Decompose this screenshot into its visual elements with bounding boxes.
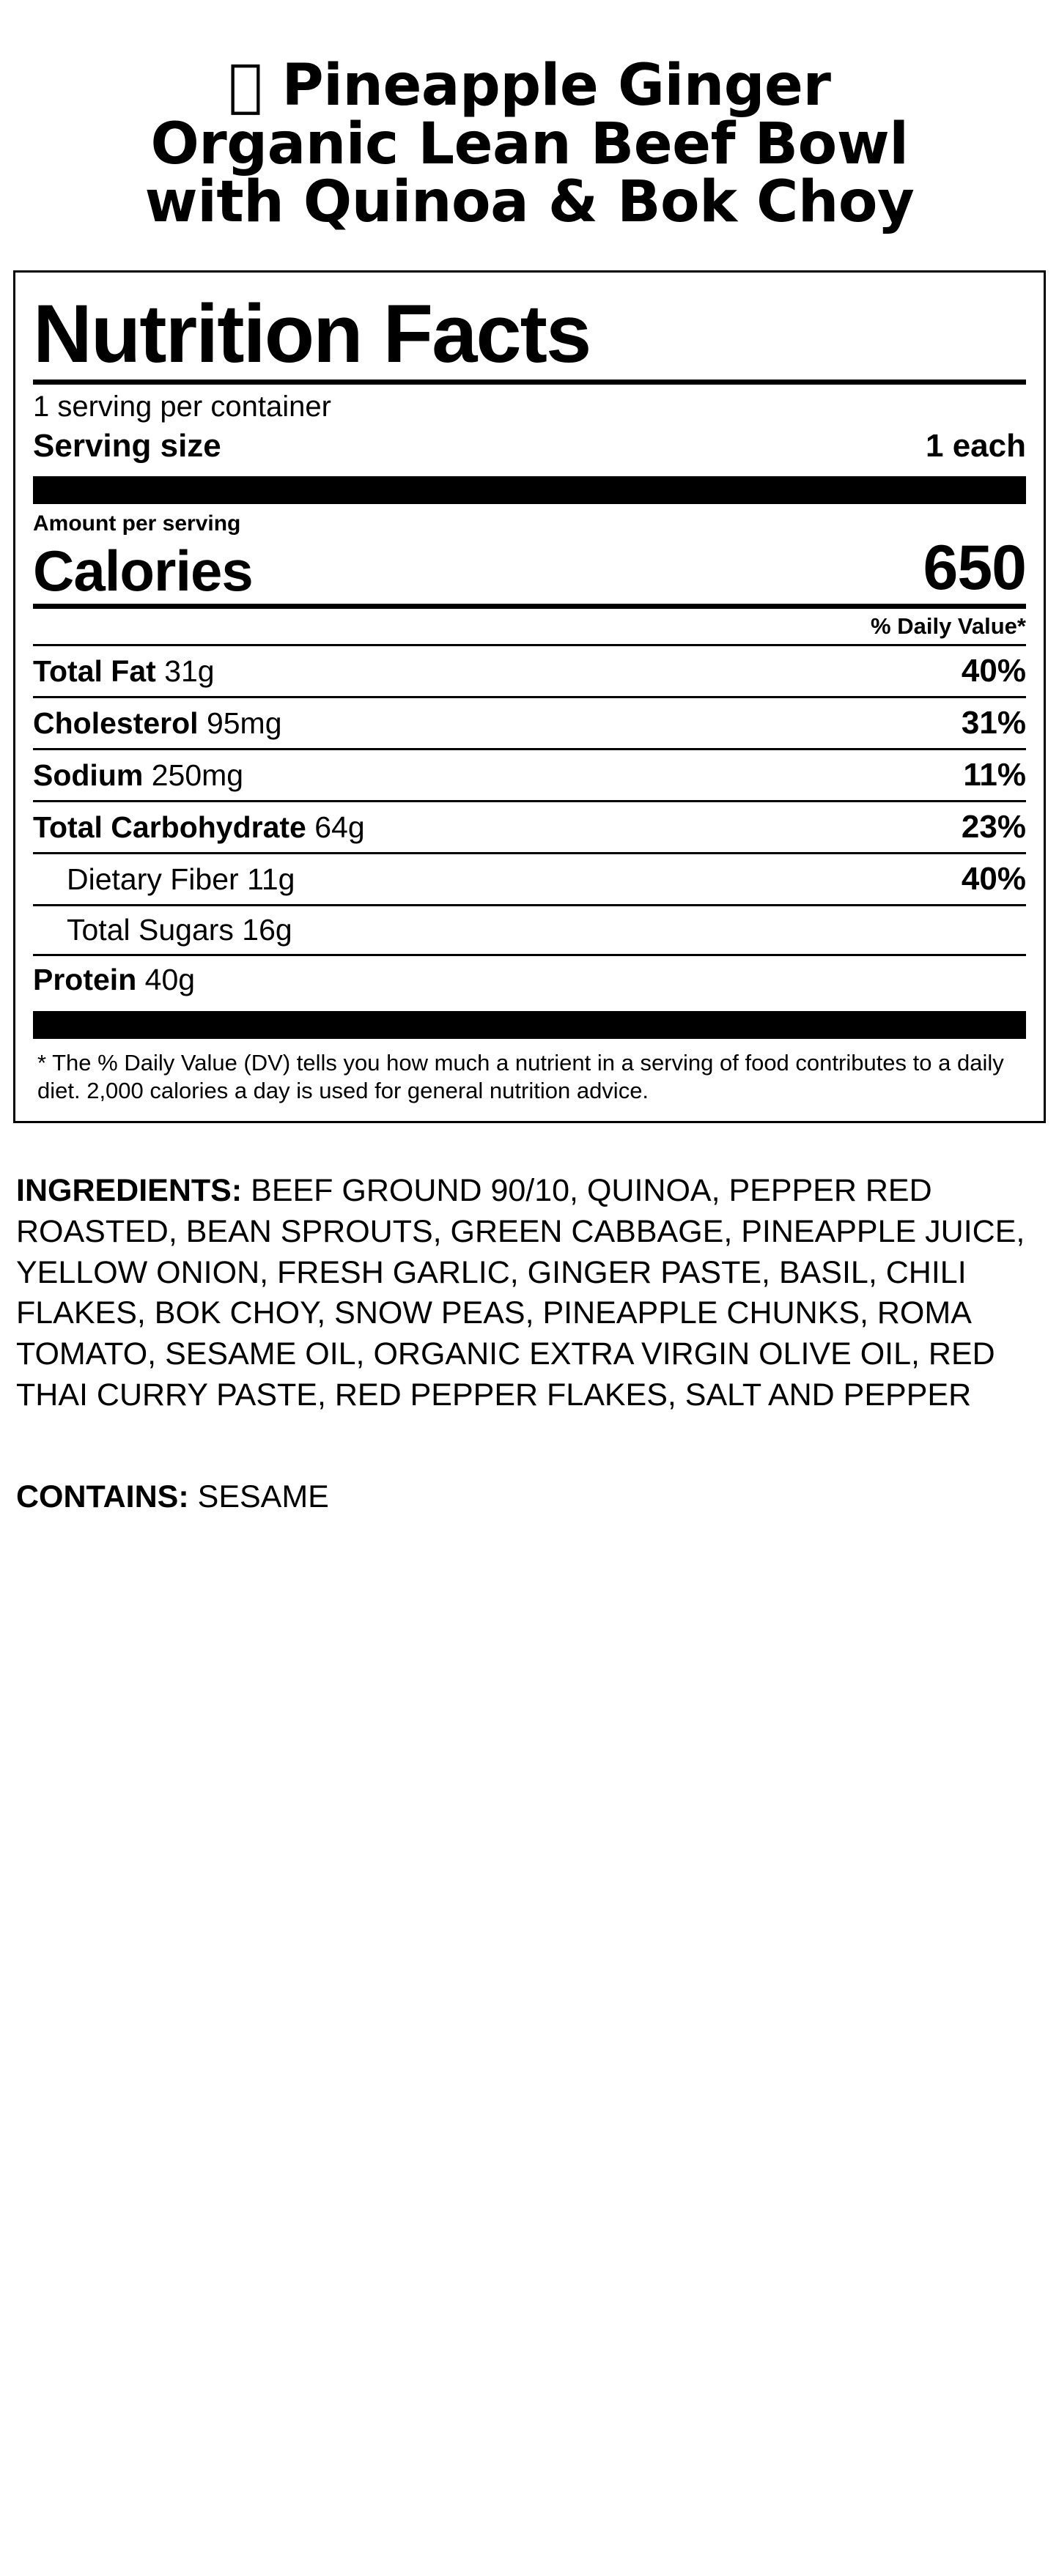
divider-under-heading bbox=[33, 380, 1026, 385]
ingredients-text: BEEF GROUND 90/10, QUINOA, PEPPER RED ROASTED, BEAN SPROUTS, GREEN CABBAGE, PINEAPPLE JUICE, YELLOW ONION, FRESH GARLIC, GINGER PASTE, BASIL, CHILI FLAKES, BOK CHOY, SNOW PEAS, PINEAPPLE CHUNKS, ROMA TOMATO, SESAME OIL, ORGANIC EXTRA VIRGIN OLIVE OIL, RED THAI CURRY PASTE, RED PEPPER FLAKES, SALT AND PEPPER bbox=[16, 1172, 1025, 1413]
nutrient-amount: 16g bbox=[242, 913, 292, 947]
ingredients-section bbox=[13, 1155, 1046, 1416]
contains-label: CONTAINS: bbox=[16, 1479, 189, 1515]
nutrient-row bbox=[33, 696, 1026, 748]
contains-text: SESAME bbox=[188, 1479, 329, 1515]
calories-label: Calories bbox=[33, 538, 253, 604]
calories-row bbox=[33, 533, 1026, 604]
serving-size-label: Serving size bbox=[33, 428, 221, 465]
daily-value-header: % Daily Value* bbox=[871, 613, 1026, 640]
nutrient-amount: 40g bbox=[144, 963, 196, 997]
nutrition-facts-heading: Nutrition Facts bbox=[33, 288, 591, 380]
daily-value-footnote: * The % Daily Value (DV) tells you how much a nutrient in a serving of food contributes to a daily diet. 2,000 calories a day is used for general nutrition advice. bbox=[37, 1050, 1004, 1103]
nutrient-amount: 31g bbox=[164, 654, 215, 689]
divider-thick-top bbox=[33, 476, 1026, 504]
nutrient-name: Dietary Fiber 11g bbox=[67, 862, 295, 897]
serving-size-value: 1 each bbox=[926, 428, 1026, 465]
nutrition-facts-panel bbox=[13, 270, 1046, 1123]
nutrient-amount: 95mg bbox=[206, 706, 282, 741]
nutrient-rows bbox=[33, 644, 1026, 1004]
nutrient-daily-value: 11% bbox=[963, 757, 1026, 793]
contains-section bbox=[13, 1448, 1046, 1540]
nutrient-name: Total Fat 31g bbox=[33, 654, 215, 689]
nutrient-name: Cholesterol 95mg bbox=[33, 706, 282, 741]
nutrient-amount: 250mg bbox=[151, 758, 244, 793]
serving-size-row bbox=[33, 426, 1026, 470]
nutrient-row bbox=[33, 954, 1026, 1004]
nutrient-daily-value: 23% bbox=[961, 809, 1026, 845]
divider-thick-bottom bbox=[33, 1011, 1026, 1039]
servings-per-container: 1 serving per container bbox=[33, 391, 331, 423]
divider-under-calories bbox=[33, 604, 1026, 609]
nutrient-daily-value: 40% bbox=[961, 861, 1026, 897]
nutrient-name: Protein 40g bbox=[33, 963, 196, 997]
amount-per-serving-label: Amount per serving bbox=[33, 511, 241, 536]
nutrient-daily-value: 31% bbox=[961, 705, 1026, 741]
nutrient-row bbox=[33, 748, 1026, 800]
ingredients-label: INGREDIENTS: bbox=[16, 1172, 243, 1208]
nutrient-amount: 64g bbox=[314, 810, 365, 845]
nutrient-name: Sodium 250mg bbox=[33, 758, 244, 793]
nutrient-name: Total Sugars 16g bbox=[67, 913, 292, 947]
nutrient-name: Total Carbohydrate 64g bbox=[33, 810, 365, 845]
page-title: Pineapple Ginger Organic Lean Beef Bowl with Quinoa & Bok Choy bbox=[121, 53, 938, 236]
nutrition-label-page bbox=[0, 38, 1059, 1540]
nutrient-row bbox=[33, 904, 1026, 954]
nutrient-amount: 11g bbox=[247, 862, 295, 897]
nutrient-row bbox=[33, 852, 1026, 904]
nutrient-row bbox=[33, 644, 1026, 696]
nutrient-row bbox=[33, 800, 1026, 852]
nutrient-daily-value: 40% bbox=[961, 653, 1026, 689]
calories-value: 650 bbox=[923, 533, 1026, 604]
